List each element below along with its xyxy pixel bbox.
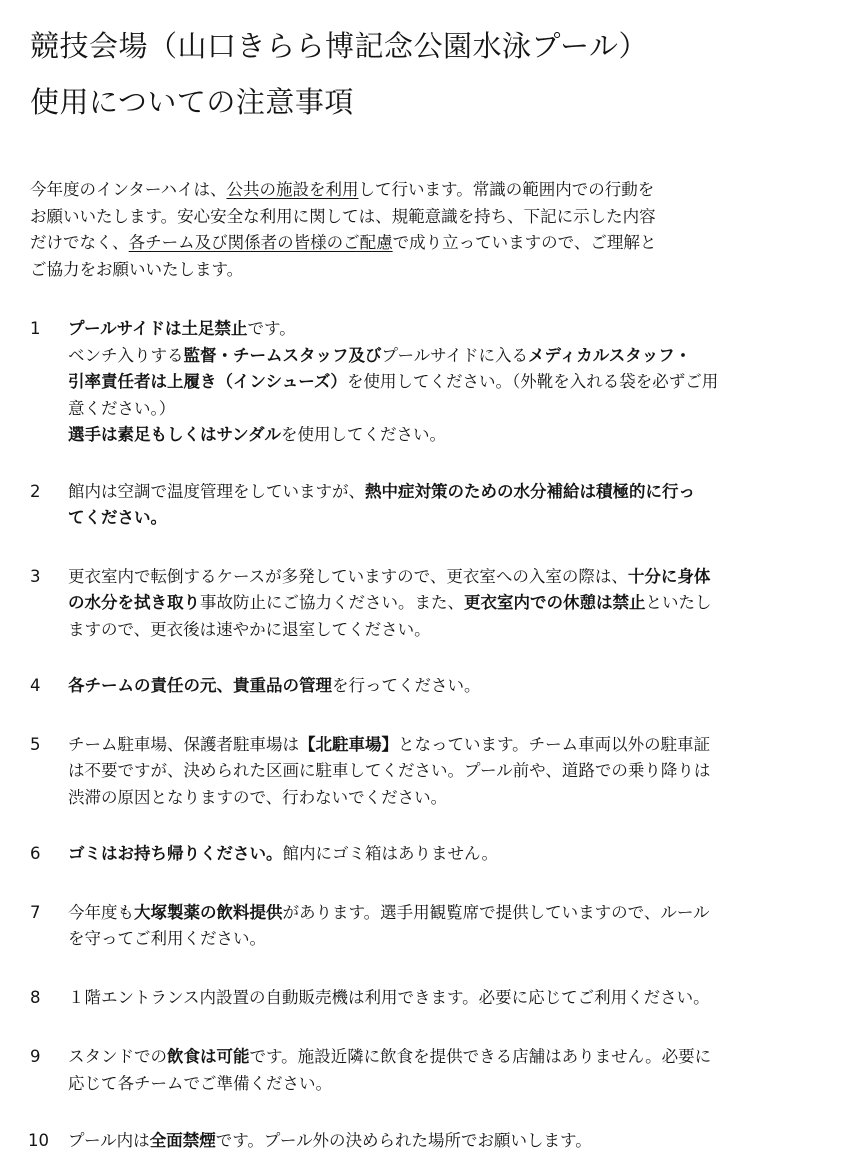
item-text: といたし — [645, 593, 712, 612]
title-line-2: 使用についての注意事項 — [30, 85, 354, 119]
item-number: 9 — [30, 1047, 41, 1066]
intro-text: して行います。常識の範囲内での行動を — [358, 180, 655, 199]
emphasis: 飲食は可能 — [167, 1047, 250, 1066]
page-title — [30, 18, 830, 130]
item-line — [68, 900, 820, 927]
item-line: 応じて各チームでご準備ください。 — [68, 1073, 332, 1093]
item-line — [68, 673, 820, 700]
emphasis: プールサイドは土足禁止 — [68, 319, 248, 338]
emphasis: 十分に身体 — [627, 566, 711, 586]
item-line — [68, 343, 820, 370]
item-line — [68, 505, 820, 532]
item-number: 2 — [30, 481, 41, 501]
emphasis: ゴミはお持ち帰りください。 — [68, 844, 283, 863]
intro-line-3 — [30, 230, 820, 257]
emphasis: 引率責任者は上履き（インシューズ） — [68, 372, 347, 391]
item-line: 渋滞の原因となりますので、行わないでください。 — [68, 787, 448, 807]
item-text: です。 — [247, 319, 296, 338]
list-item-garbage — [30, 841, 820, 868]
emphasis: 選手は素足もしくはサンダル — [68, 425, 282, 444]
item-text: を使用してください。（外靴を入れる袋を必ずご用 — [346, 372, 719, 391]
intro-text: 今年度のインターハイは、 — [30, 180, 227, 199]
emphasis: 更衣室内での休憩は禁止 — [464, 593, 646, 612]
list-item-parking — [30, 732, 820, 812]
item-line: 意ください。） — [68, 398, 176, 418]
item-number: 7 — [30, 902, 41, 922]
item-line: を守ってご利用ください。 — [68, 929, 266, 948]
intro-text: だけでなく、 — [30, 233, 129, 252]
item-line — [68, 841, 820, 868]
list-item-hydration — [30, 479, 820, 532]
list-item-valuables — [30, 673, 820, 700]
list-item-vending — [30, 985, 820, 1012]
item-text: です。プール外の決められた場所でお願いします。 — [215, 1131, 592, 1150]
item-number: 3 — [30, 566, 41, 586]
item-text: を使用してください。 — [281, 425, 447, 444]
item-line — [68, 1044, 820, 1071]
item-line — [68, 316, 820, 343]
item-number: 5 — [30, 734, 41, 754]
intro-paragraph — [30, 177, 820, 283]
list-item-smoking — [30, 1128, 820, 1155]
emphasis: 監督・チームスタッフ及び — [183, 345, 382, 365]
item-line — [68, 564, 820, 591]
item-line — [68, 732, 820, 759]
list-item-drinks — [30, 900, 820, 953]
emphasis: の水分を拭き取り — [68, 593, 200, 612]
emphasis: 【北駐車場】 — [299, 734, 398, 754]
item-text: プール内は — [68, 1131, 150, 1150]
item-line: ますので、更衣後は速やかに退室してください。 — [68, 619, 431, 639]
intro-text: で成り立っていますので、ご理解と — [392, 233, 657, 252]
item-text: スタンドでの — [68, 1047, 167, 1066]
emphasis: メディカルスタッフ・ — [528, 345, 692, 365]
emphasis: てください。 — [68, 508, 167, 527]
emphasis: 大塚製薬の飲料提供 — [134, 902, 283, 922]
item-line — [68, 369, 820, 396]
intro-line-1 — [30, 177, 820, 204]
item-text: を行ってください。 — [332, 676, 481, 695]
item-text: ベンチ入りする — [68, 345, 184, 365]
item-number: 10 — [28, 1131, 49, 1150]
item-text: があります。選手用観覧席で提供していますので、ルール — [282, 902, 710, 922]
intro-underlined-consideration: 各チーム及び関係者の皆様のご配慮 — [128, 233, 393, 252]
item-text: となっています。チーム車両以外の駐車証 — [398, 734, 711, 754]
intro-line-2: お願いいたします。安心安全な利用に関しては、規範意識を持ち、下記に示した内容 — [30, 206, 656, 226]
intro-line-4: ご協力をお願いいたします。 — [30, 259, 244, 279]
title-line-1: 競技会場（山口きらら博記念公園水泳プール） — [30, 29, 649, 63]
item-number: 8 — [30, 987, 41, 1007]
item-text: 館内は空調で温度管理をしていますが、 — [68, 481, 365, 501]
item-number: 6 — [30, 844, 41, 863]
item-line: は不要ですが、決められた区画に駐車してください。プール前や、道路での乗り降りは — [68, 761, 711, 780]
item-line — [68, 422, 820, 449]
item-line — [68, 1128, 820, 1155]
list-item-eating — [30, 1044, 820, 1097]
emphasis: 全面禁煙 — [149, 1131, 216, 1150]
item-number: 4 — [30, 676, 41, 695]
item-text: 更衣室内で転倒するケースが多発していますので、更衣室への入室の際は、 — [68, 566, 628, 586]
list-item-locker-room — [30, 564, 820, 644]
list-item-footwear — [30, 316, 820, 449]
intro-underlined-public-facility: 公共の施設を利用 — [226, 180, 359, 199]
item-text: 館内にゴミ箱はありません。 — [282, 844, 498, 863]
item-text: 今年度も — [68, 902, 134, 922]
item-line: １階エントランス内設置の自動販売機は利用できます。必要に応じてご利用ください。 — [68, 987, 710, 1007]
item-line — [68, 479, 820, 506]
item-text: 事故防止にご協力ください。また、 — [200, 593, 464, 612]
emphasis: 熱中症対策のための水分補給は積極的に行っ — [365, 481, 695, 501]
item-text: です。施設近隣に飲食を提供できる店舗はありません。必要に — [249, 1047, 712, 1066]
item-number: 1 — [30, 319, 41, 338]
emphasis: 各チームの責任の元、貴重品の管理 — [68, 676, 332, 695]
item-line — [68, 590, 820, 617]
item-text: プールサイドに入る — [381, 345, 529, 365]
notice-list — [30, 316, 820, 1155]
item-text: チーム駐車場、保護者駐車場は — [68, 734, 299, 754]
